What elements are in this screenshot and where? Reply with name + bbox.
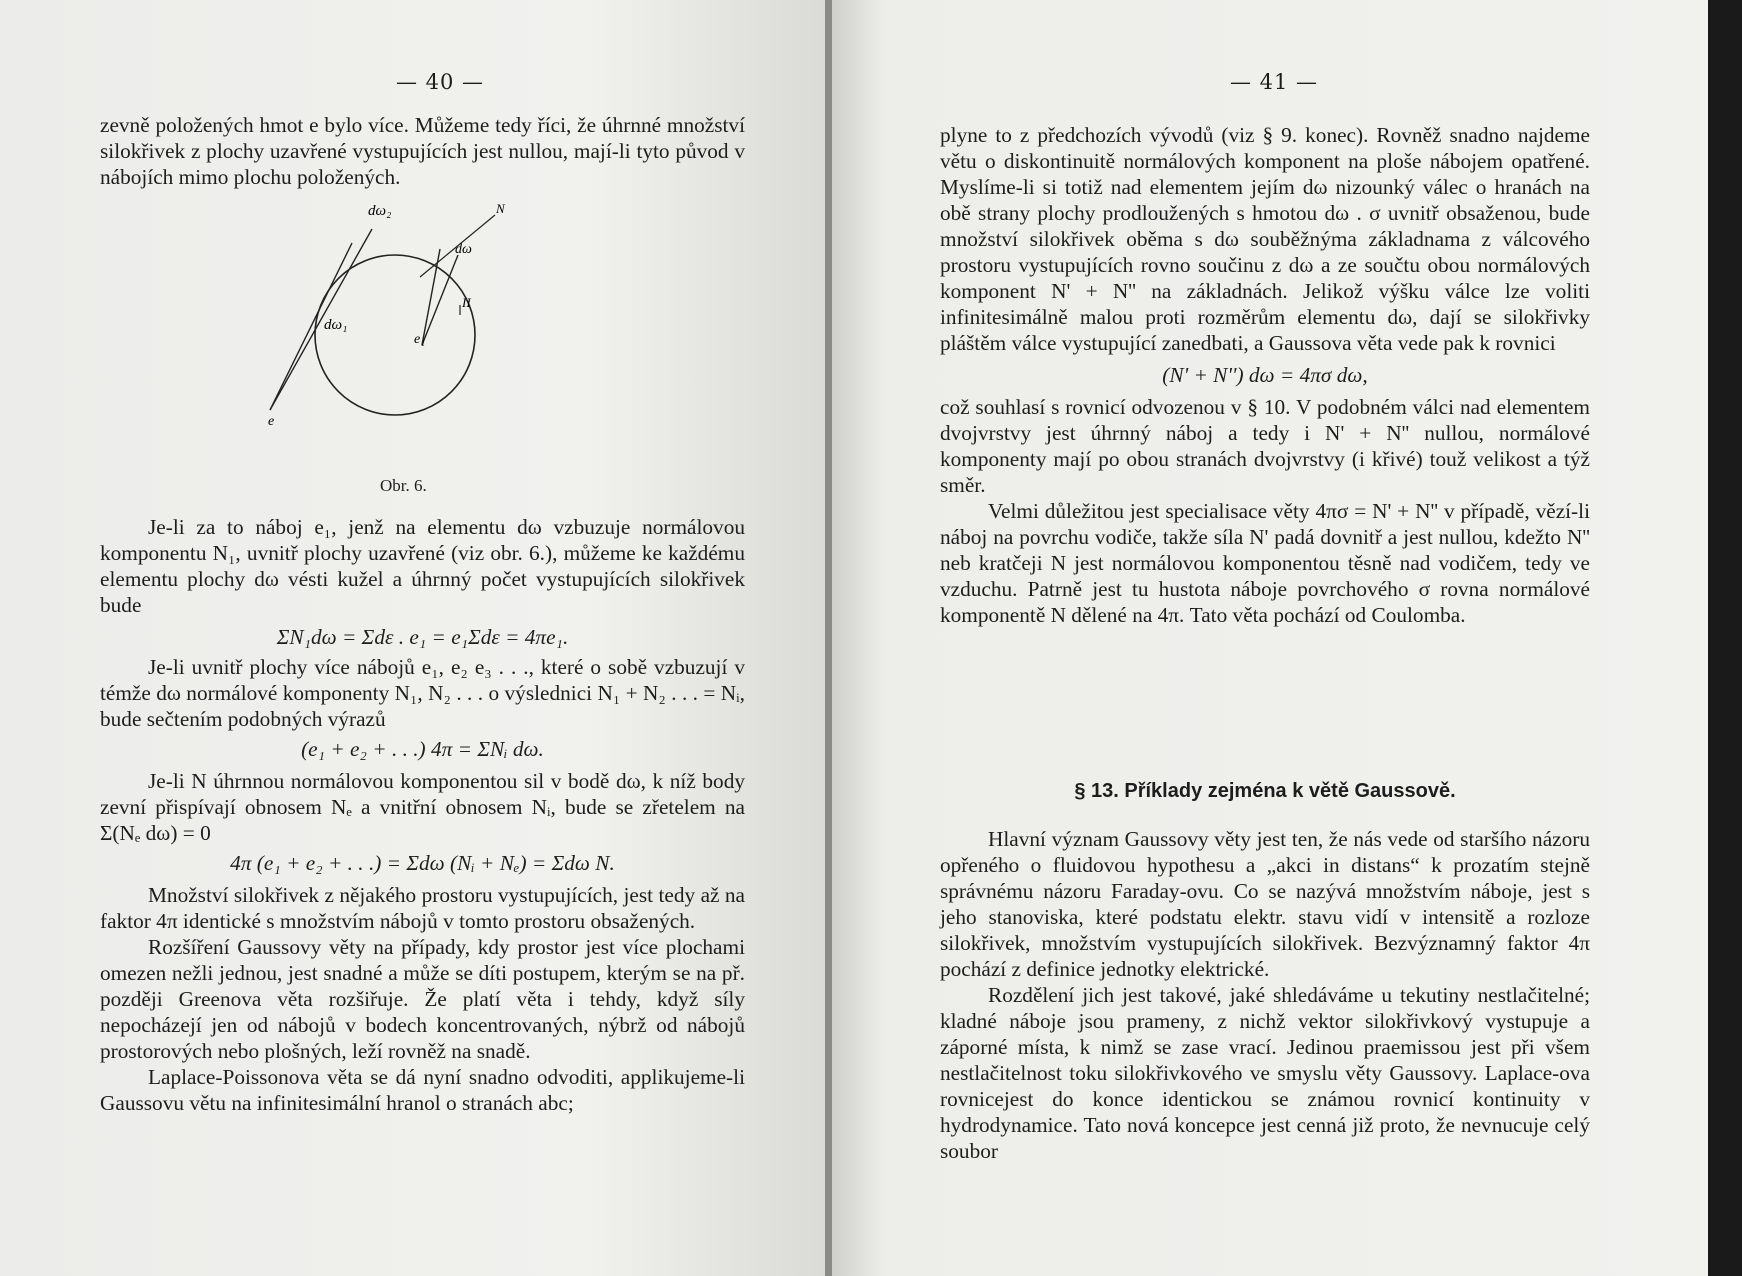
right-page bbox=[832, 0, 1708, 1276]
paragraph: Je-li za to náboj e₁, jenž na elementu dω vzbuzuje normálovou komponentu N₁, uvnitř plochy uzavřené (viz obr. 6.), můžeme ke každému elementu plochy dω vésti kužel a úhrnný počet vystupujících silokřivek bude bbox=[100, 515, 745, 617]
paragraph: Velmi důležitou jest specialisace věty 4πσ = N' + N'' v případě, vězí-li náboj na povrchu vodiče, takže síla N' padá dovnitř a jest nullou, kdežto N'' neb kratčeji N jest normálovou komponentou těsně nad vodičem, tedy ve vzduchu. Patrně jest tu hustota náboje povrchového σ rovna normálové komponentě N dělené na 4π. Tato věta pochází od Coulomba. bbox=[940, 499, 1590, 627]
text-block bbox=[940, 122, 1590, 628]
text-block bbox=[940, 826, 1590, 1164]
figure-label: dω₂ bbox=[368, 203, 392, 219]
paragraph: Množství silokřivek z nějakého prostoru vystupujících, jest tedy až na faktor 4π identické s množstvím nábojů v tomto prostoru obsažených. bbox=[100, 883, 745, 933]
paragraph: Je-li uvnitř plochy více nábojů e₁, e₂ e₃ . . ., které o sobě vzbuzují v témže dω normálové komponenty N₁, N₂ . . . o výslednici N₁ + N₂ . . . = Nᵢ, bude sečtením podobných výrazů bbox=[100, 655, 745, 731]
figure-caption: Obr. 6. bbox=[380, 476, 427, 495]
text-block bbox=[100, 514, 745, 1116]
paragraph: Je-li N úhrnnou normálovou komponentou sil v bodě dω, k níž body zevní přispívají obnosem Nₑ a vnitřní obnosem Nᵢ, bude se zřetelem na Σ(Nₑ dω) = 0 bbox=[100, 769, 745, 845]
paragraph: Laplace-Poissonova věta se dá nyní snadno odvoditi, applikujeme-li Gaussovu větu na infinitesimální hranol o stranách abc; bbox=[100, 1065, 745, 1115]
figure-diagram bbox=[268, 201, 560, 465]
page-number: — 40 — bbox=[395, 70, 485, 94]
text-block bbox=[100, 112, 745, 190]
figure-label: N bbox=[496, 201, 505, 216]
figure-label: dω₁ bbox=[324, 317, 348, 333]
paragraph: plyne to z předchozích vývodů (viz § 9. konec). Rovněž snadno najdeme větu o diskontinuitě normálových komponent na ploše nábojem opatřené. Myslíme-li si totiž nad elementem jejím dω nizounký válec o hranách na obě strany plochy prodloužených s hmotou dω . σ uvnitř obsaženou, bude množství silokřivek oběma s dω souběžnýma základnama z válcového prostoru vystupujících rovno součinu z dω a ze součtu obou normálových komponent N' + N'' na základnách. Jelikož výšku válce lze voliti infinitesimálně malou proti rozměrům elementu dω, dají se silokřivky pláštěm válce vystupující zanedbati, a Gaussova věta vede pak k rovnici bbox=[940, 123, 1590, 355]
page-number: — 41 — bbox=[1229, 70, 1319, 94]
figure-label: dω bbox=[455, 242, 472, 257]
background-edge bbox=[1708, 0, 1742, 1276]
equation: (e₁ + e₂ + . . .) 4π = ΣNᵢ dω. bbox=[301, 737, 544, 761]
paragraph: Rozšíření Gaussovy věty na případy, kdy prostor jest více plochami omezen nežli jednou, jest snadné a může se díti postupem, kterým se na př. později Greenova věta rozšiřuje. Že platí věta i tehdy, když síly nepocházejí jen od nábojů v bodech koncentrovaných, nýbrž od nábojů prostorových nebo plošných, leží rovněž na snadě. bbox=[100, 935, 745, 1063]
figure-label: e bbox=[268, 414, 275, 429]
paragraph: což souhlasí s rovnicí odvozenou v § 10. V podobném válci nad elementem dvojvrstvy jest úhrnný náboj a tedy i N' + N'' nullou, normálové komponenty mají po obou stranách dvojvrstvy (i křivé) touž velikost a týž směr. bbox=[940, 395, 1590, 497]
figure-label: e₁ bbox=[414, 332, 426, 347]
paragraph: Hlavní význam Gaussovy věty jest ten, že nás vede od staršího názoru opřeného o fluidovou hypothesu a „akci in distans“ k prozatím stejně správnému názoru Faraday-ovu. Co se nazývá množstvím náboje, jest s jeho stanoviska, které podstatu elektr. stavu vidí v intensitě a rozloze silokřivek, množstvím vystupujících silokřivek. Bezvýznamný faktor 4π pochází z definice jednotky elektrické. bbox=[940, 827, 1590, 981]
equation: 4π (e₁ + e₂ + . . .) = Σdω (Nᵢ + Nₑ) = Σdω N. bbox=[230, 851, 615, 875]
paragraph: Rozdělení jich jest takové, jaké shledáváme u tekutiny nestlačitelné; kladné náboje jsou prameny, z nichž vektor silokřivkový vystupuje a záporné místa, k nimž se zase vrací. Jedinou praemissou jest při všem nestlačitelnost toku silokřivkového ve smyslu věty Gaussovy. Laplace-ova rovnicejest do konce identickou se známou rovnicí kontinuity v hydrodynamice. Tato nová koncepce jest cenná již proto, že nevnucuje celý soubor bbox=[940, 983, 1590, 1163]
figure-label: II bbox=[462, 295, 471, 310]
equation: (N' + N'') dω = 4πσ dω, bbox=[1162, 363, 1368, 387]
equation: ΣN₁dω = Σdε . e₁ = e₁Σdε = 4πe₁. bbox=[276, 625, 569, 649]
paragraph: zevně položených hmot e bylo více. Můžeme tedy říci, že úhrnné množství silokřivek z plochy uzavřené vystupujících jest nullou, mají-li tyto původ v nábojích mimo plochu položených. bbox=[100, 113, 745, 189]
section-heading: § 13. Příklady zejména k větě Gaussově. bbox=[1074, 780, 1456, 802]
left-page bbox=[0, 0, 838, 1276]
